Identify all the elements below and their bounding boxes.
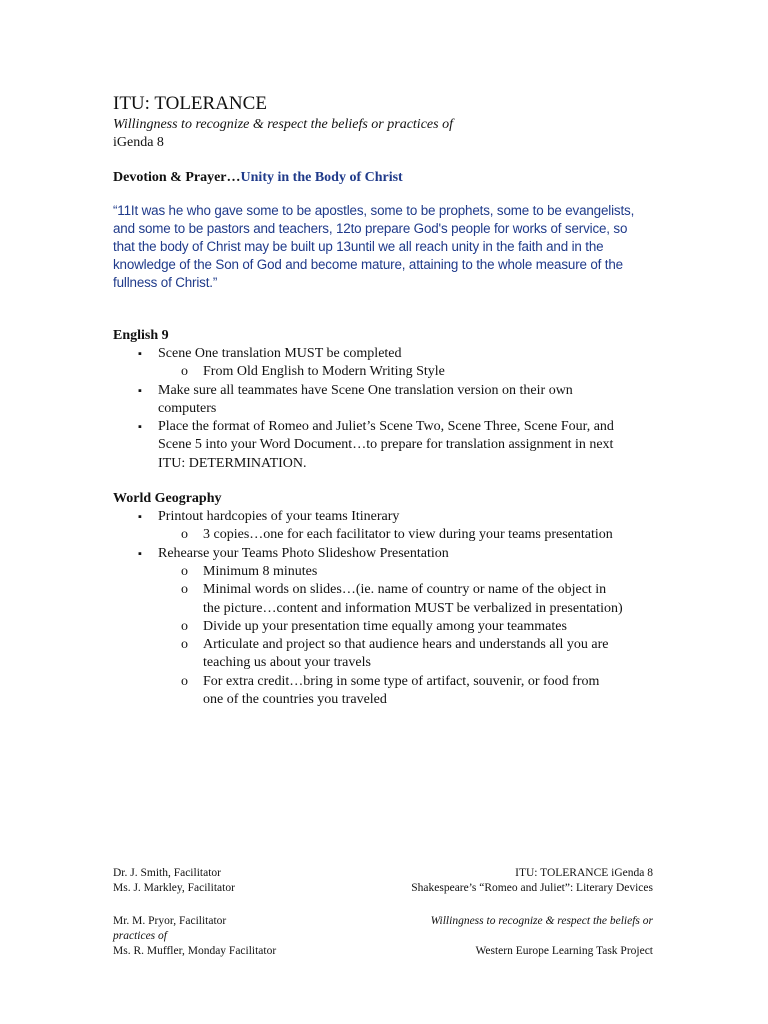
sub-list-item-text: the picture…content and information MUST be verbalized in presentation) <box>203 600 623 616</box>
list-item-text: Rehearse your Teams Photo Slideshow Presentation <box>158 545 449 561</box>
footer-facilitator: Dr. J. Smith, Facilitator <box>113 867 221 879</box>
footer-facilitator: Mr. M. Pryor, Facilitator <box>113 915 227 927</box>
geography-list <box>113 508 658 709</box>
igenda-number: iGenda 8 <box>113 135 164 150</box>
document-body <box>113 92 658 709</box>
footer-itu-label: ITU: TOLERANCE iGenda 8 <box>515 867 653 879</box>
footer-row <box>113 866 653 881</box>
list-item <box>113 345 658 382</box>
list-item <box>113 418 658 473</box>
list-item <box>113 508 658 545</box>
sub-list-item <box>158 618 658 636</box>
sub-list-item-text: Divide up your presentation time equally among your teammates <box>203 618 567 634</box>
sub-list-item <box>158 636 658 673</box>
sub-list-item-text: one of the countries you traveled <box>203 692 387 708</box>
sub-list-item <box>158 526 658 544</box>
scripture-line: “11It was he who gave some to be apostles, some to be prophets, some to be evangelists, <box>113 203 635 218</box>
sub-list-item-text: Minimum 8 minutes <box>203 563 318 579</box>
scripture-quote <box>113 202 658 292</box>
sub-list-item <box>158 581 658 618</box>
footer-project: Western Europe Learning Task Project <box>475 945 653 957</box>
footer-row <box>113 929 653 944</box>
english-heading: English 9 <box>113 328 169 343</box>
list-item-text: Printout hardcopies of your teams Itinerary <box>158 509 400 525</box>
list-item <box>113 382 658 419</box>
sub-list <box>158 526 658 544</box>
page-subtitle: Willingness to recognize & respect the beliefs or practices of <box>113 117 453 132</box>
geography-heading: World Geography <box>113 491 222 507</box>
scripture-line: and some to be pastors and teachers, 12to prepare God's people for works of service, so <box>113 221 628 236</box>
list-item-text: ▪ Make sure all teammates have Scene One translation version on their own <box>158 382 573 398</box>
sub-list <box>158 363 658 381</box>
footer-row <box>113 944 653 959</box>
english-list <box>113 345 658 473</box>
sub-list-item-text: teaching us about your travels <box>203 655 371 671</box>
scripture-line: fullness of Christ.” <box>113 275 218 290</box>
sub-list-item <box>158 673 658 710</box>
page-title: ITU: TOLERANCE <box>113 93 267 114</box>
sub-list-item-text: 3 copies…one for each facilitator to view during your teams presentation <box>203 527 613 543</box>
sub-list-item-text: o Minimal words on slides…(ie. name of country or name of the object in <box>203 582 607 598</box>
sub-list <box>158 563 658 709</box>
footer-facilitator: Ms. J. Markley, Facilitator <box>113 882 235 894</box>
devotion-label: Devotion & Prayer… <box>113 170 241 185</box>
list-item-text: ITU: DETERMINATION. <box>158 455 307 471</box>
footer-row <box>113 881 653 896</box>
devotion-topic: Unity in the Body of Christ <box>240 170 403 185</box>
geography-section <box>113 490 658 709</box>
sub-list-item-text: From Old English to Modern Writing Style <box>203 364 445 380</box>
footer-definition: Willingness to recognize & respect the beliefs or <box>430 915 653 927</box>
sub-list-item <box>158 563 658 581</box>
list-item <box>113 545 658 710</box>
footer-subject: Shakespeare’s “Romeo and Juliet”: Literary Devices <box>411 882 653 894</box>
footer <box>113 866 653 959</box>
footer-definition-continued: practices of <box>113 930 167 942</box>
list-item-text: ▪ Place the format of Romeo and Juliet’s Scene Two, Scene Three, Scene Four, and <box>158 419 614 435</box>
sub-list-item <box>158 363 658 381</box>
sub-list-item-text: o Articulate and project so that audience hears and understands all you are <box>203 637 609 653</box>
devotion-heading <box>113 169 658 187</box>
sub-list-item-text: o For extra credit…bring in some type of artifact, souvenir, or food from <box>203 673 600 689</box>
scripture-line: that the body of Christ may be built up 13until we all reach unity in the faith and in the <box>113 239 604 254</box>
scripture-line: knowledge of the Son of God and become mature, attaining to the whole measure of the <box>113 257 623 272</box>
english-section <box>113 327 658 473</box>
list-item-text: Scene 5 into your Word Document…to prepare for translation assignment in next <box>158 437 614 453</box>
footer-facilitator: Ms. R. Muffler, Monday Facilitator <box>113 945 277 957</box>
list-item-text: computers <box>158 400 217 416</box>
footer-row <box>113 914 653 929</box>
list-item-text: Scene One translation MUST be completed <box>158 346 402 361</box>
